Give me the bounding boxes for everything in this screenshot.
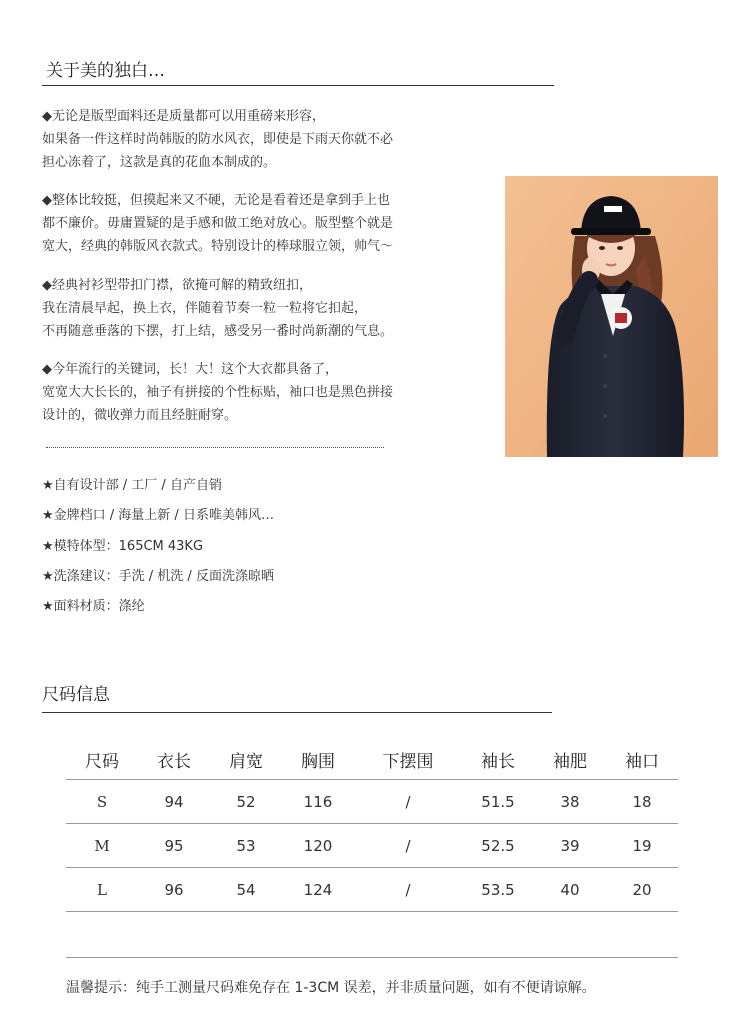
table-row [66,868,678,912]
intro-paragraph-1 [42,105,462,174]
intro-paragraph-2 [42,189,462,258]
table-cell: L [66,868,138,912]
note-divider [66,957,678,958]
feature-item: ★自有设计部 / 工厂 / 自产自销 [42,478,222,493]
table-cell: 40 [534,868,606,912]
table-cell: 39 [534,824,606,868]
size-table [66,739,678,912]
table-cell: 94 [138,780,210,824]
header-cuff: 袖口 [625,751,659,772]
table-cell: 52.5 [462,824,534,868]
table-cell: 51.5 [462,780,534,824]
paragraph-line: 担心冻着了，这款是真的花血本制成的。 [42,155,277,170]
intro-paragraph-4 [42,358,462,427]
paragraph-line: ◆经典衬衫型带扣门襟，欲掩可解的精致纽扣， [42,278,312,293]
feature-item: ★洗涤建议：手洗 / 机洗 / 反面洗涤晾晒 [42,569,274,584]
intro-title-rule [42,85,554,86]
model-photo [505,176,718,457]
table-cell: S [66,780,138,824]
paragraph-line: ◆整体比较挺，但摸起来又不硬，无论是看着还是拿到手上也 [42,193,390,208]
header-size: 尺码 [85,751,119,772]
header-shoulder: 肩宽 [229,751,263,772]
table-cell: 19 [606,824,678,868]
paragraph-line: ◆今年流行的关键词，长！大！这个大衣都具备了， [42,362,338,377]
table-cell: 124 [282,868,354,912]
dotted-divider [46,447,384,448]
table-cell: 53.5 [462,868,534,912]
table-cell: 54 [210,868,282,912]
table-cell: 116 [282,780,354,824]
size-title: 尺码信息 [42,685,110,705]
measurement-note: 温馨提示：纯手工测量尺码难免存在 1-3CM 误差，并非质量问题，如有不便请谅解。 [66,980,596,996]
table-cell: 18 [606,780,678,824]
feature-item: ★模特体型：165CM 43KG [42,539,204,554]
paragraph-line: 宽大，经典的韩版风衣款式。特别设计的棒球服立领，帅气～ [42,239,394,254]
table-row [66,824,678,868]
header-sleeve-width: 袖肥 [553,751,587,772]
header-sleeve-length: 袖长 [481,751,515,772]
paragraph-line: 我在清晨早起，换上衣，伴随着节奏一粒一粒将它扣起， [42,301,368,316]
paragraph-line: 宽宽大大长长的，袖子有拼接的个性标贴，袖口也是黑色拼接 [42,385,394,400]
size-table-header [66,739,678,780]
table-cell: 96 [138,868,210,912]
paragraph-line: 不再随意垂落的下摆，打上结，感受另一番时尚新潮的气息。 [42,324,394,339]
intro-paragraph-3 [42,274,462,343]
intro-title: 关于美的独白… [46,61,165,81]
feature-item: ★金牌档口 / 海量上新 / 日系唯美韩风… [42,508,274,523]
header-hem: 下摆围 [382,751,434,772]
paragraph-line: 设计的，微收弹力而且经脏耐穿。 [42,408,238,423]
table-cell: / [354,824,462,868]
table-cell: 120 [282,824,354,868]
table-cell: / [354,868,462,912]
table-cell: M [66,824,138,868]
table-cell: 20 [606,868,678,912]
paragraph-line: ◆无论是版型面料还是质量都可以用重磅来形容， [42,109,325,124]
header-chest: 胸围 [301,751,335,772]
paragraph-line: 都不廉价。毋庸置疑的是手感和做工绝对放心。版型整个就是 [42,216,394,231]
table-cell: 38 [534,780,606,824]
table-cell: / [354,780,462,824]
table-cell: 52 [210,780,282,824]
header-length: 衣长 [157,751,191,772]
table-cell: 95 [138,824,210,868]
feature-item: ★面料材质：涤纶 [42,599,145,614]
table-row [66,780,678,824]
paragraph-line: 如果备一件这样时尚韩版的防水风衣，即使是下雨天你就不必 [42,132,394,147]
size-title-rule [42,712,552,713]
table-cell: 53 [210,824,282,868]
